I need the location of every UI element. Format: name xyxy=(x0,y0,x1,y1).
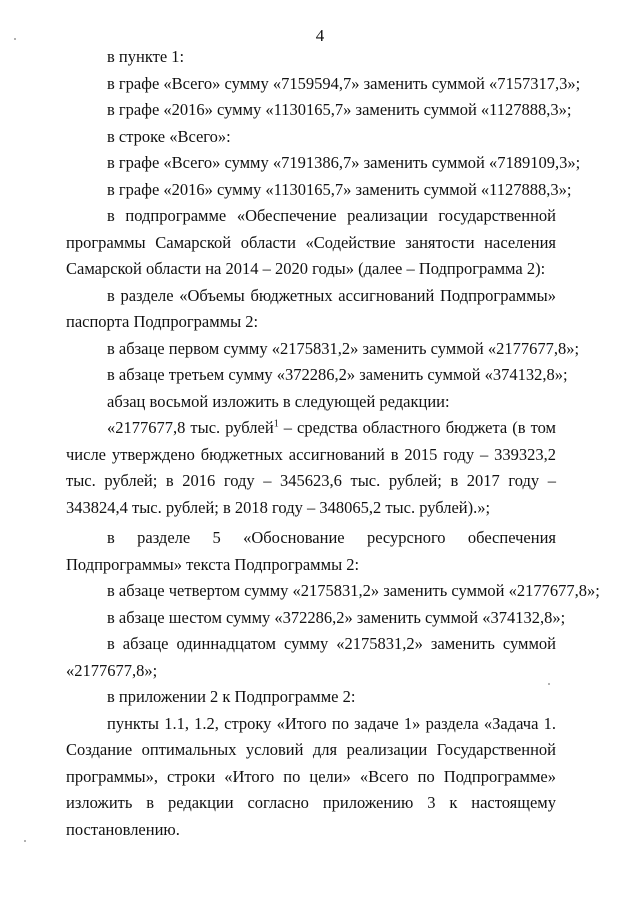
paragraph: в абзаце одиннадцатом сумму «2175831,2» заменить суммой «2177677,8»; xyxy=(66,634,556,680)
paragraph xyxy=(66,415,556,521)
scan-speck xyxy=(548,683,550,685)
text-line: в пункте 1: xyxy=(107,47,185,66)
text-line: в абзаце шестом сумму «372286,2» заменить суммой «374132,8»; xyxy=(107,607,566,627)
text-line: в абзаце четвертом сумму «2175831,2» заменить суммой «2177677,8»; xyxy=(107,581,600,600)
scan-speck xyxy=(24,840,26,842)
paragraph-part: «2177677,8 тыс. рублей xyxy=(107,418,274,437)
text-line: в графе «2016» сумму «1130165,7» заменить суммой «1127888,3»; xyxy=(107,100,572,119)
paragraph: в подпрограмме «Обеспечение реализации государственной программы Самарской области «Содействие занятости населения Самарской области на 2014 – 2020 годы» (далее – Подпрограмма 2): xyxy=(66,206,556,278)
paragraph-part: – средства областного бюджета (в том числе утверждено бюджетных ассигнований в 2015 году – 339323,2 тыс. рублей; в 2016 году – 345623,6 тыс. рублей; в 2017 году – 343824,4 тыс. рублей; в 2018 году – 348065,2 тыс. рублей).»; xyxy=(66,418,556,517)
scan-speck xyxy=(14,38,16,40)
footnote-mark: 1 xyxy=(273,418,279,430)
paragraph: в разделе 5 «Обоснование ресурсного обеспечения Подпрограммы» текста Подпрограммы 2: xyxy=(66,528,556,574)
text-line: в приложении 2 к Подпрограмме 2: xyxy=(107,687,356,706)
text-line: абзац восьмой изложить в следующей редакции: xyxy=(107,391,450,411)
text-line: в абзаце первом сумму «2175831,2» заменить суммой «2177677,8»; xyxy=(107,338,580,358)
document-body xyxy=(66,44,600,843)
page-number: 4 xyxy=(315,26,325,45)
text-line: в графе «2016» сумму «1130165,7» заменить суммой «1127888,3»; xyxy=(107,179,572,199)
text-line: в строке «Всего»: xyxy=(107,126,231,146)
paragraph: пункты 1.1, 1.2, строку «Итого по задаче 1» раздела «Задача 1. Создание оптимальных условий для реализации Государственной программы», строки «Итого по цели» «Всего по Подпрограмме» изложить в редакции согласно приложению 3 к настоящему постановлению. xyxy=(66,713,556,839)
paragraph: в разделе «Объемы бюджетных ассигнований Подпрограммы» паспорта Подпрограммы 2: xyxy=(66,285,556,331)
text-line: в абзаце третьем сумму «372286,2» заменить суммой «374132,8»; xyxy=(107,365,568,384)
text-line: в графе «Всего» сумму «7159594,7» заменить суммой «7157317,3»; xyxy=(107,73,581,93)
text-line: в графе «Всего» сумму «7191386,7» заменить суммой «7189109,3»; xyxy=(107,153,581,172)
